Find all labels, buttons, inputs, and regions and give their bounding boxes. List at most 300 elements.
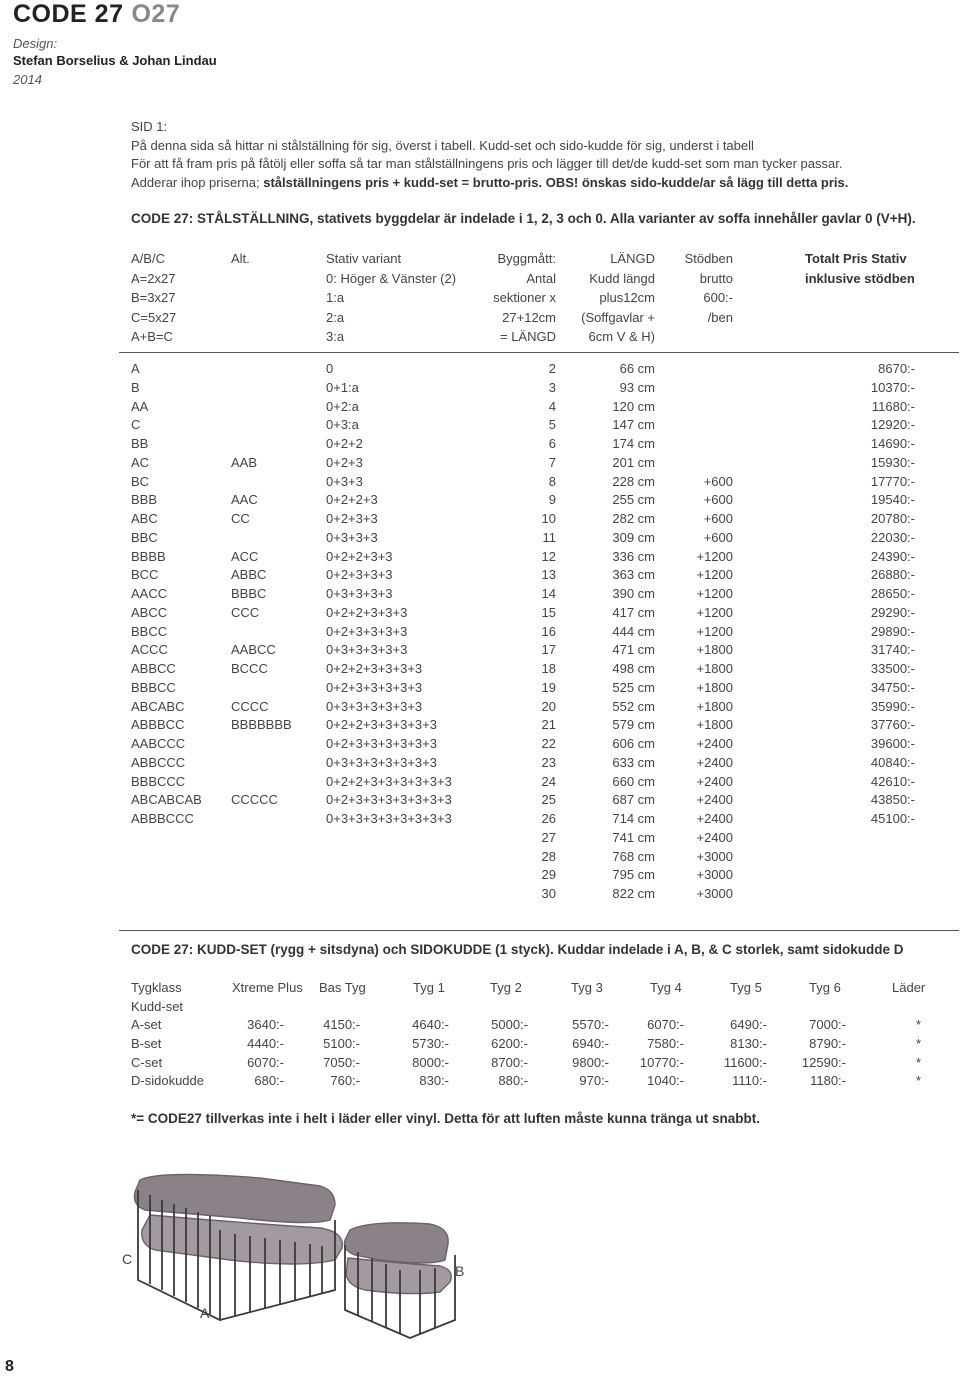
column-byggmatt-cell: 3	[548, 379, 556, 395]
column-alt-cell: AABCC	[231, 642, 276, 658]
column-alt-cell: CCCC	[231, 698, 269, 714]
kudd-price-cell: 11600:-	[723, 1054, 767, 1070]
kudd-price-cell: 7580:-	[647, 1036, 684, 1052]
designers: Stefan Borselius & Johan Lindau	[13, 53, 217, 68]
title-main: CODE 27	[13, 0, 124, 28]
column-stodben-cell: +600	[703, 492, 733, 508]
column-totalt-cell: 39600:-	[870, 736, 915, 751]
kudd-col-header: Tyg 6	[809, 980, 841, 995]
header-combo-cell: C=5x27	[131, 309, 177, 325]
illustration-label-a: A	[200, 1305, 210, 1321]
kudd-price-cell: 9800:-	[572, 1054, 609, 1070]
column-byggmatt-cell: 15	[541, 604, 556, 620]
column-stativ-cell: 0+2+3+3+3+3+3+3	[326, 736, 437, 751]
column-combo-cell: BBBB	[131, 548, 166, 564]
kudd-price-cell: 1040:-	[647, 1073, 684, 1089]
column-stativ-cell: 0+3+3+3+3+3	[326, 642, 408, 658]
column-combo-cell: A	[131, 361, 140, 376]
column-combo-cell: ABC	[131, 511, 158, 526]
column-langd-cell: 336 cm	[612, 548, 655, 564]
header-stativ	[326, 249, 456, 347]
column-combo-cell: BBCC	[131, 623, 168, 639]
column-stodben-cell: +2400	[696, 754, 733, 770]
header-byggmatt	[470, 249, 556, 347]
kudd-price-cell: 5100:-	[323, 1036, 360, 1052]
page-number: 8	[5, 1358, 14, 1375]
kudd-col-header: Tyg 1	[413, 980, 445, 995]
header-stodben-cell: brutto	[699, 270, 733, 286]
column-stodben-cell	[670, 398, 733, 417]
column-stativ-cell: 0+1:a	[326, 379, 359, 395]
column-alt-cell	[231, 754, 292, 773]
kudd-col-header: Läder	[892, 980, 926, 995]
kudd-price-cell: 970:-	[579, 1073, 609, 1089]
column-alt-cell: AAB	[231, 454, 258, 470]
column-combo-cell: AC	[131, 454, 150, 470]
column-stativ-cell: 0+2+2+3+3+3+3+3+3	[326, 773, 452, 789]
column-langd-cell: 741 cm	[612, 829, 655, 845]
column-langd-cell: 687 cm	[612, 792, 655, 808]
column-combo-cell: ABBCCC	[131, 754, 186, 770]
column-combo-cell: AA	[131, 398, 149, 414]
column-stodben-cell: +1800	[696, 679, 733, 695]
column-totalt-cell: 12920:-	[870, 417, 915, 433]
column-langd-cell: 363 cm	[612, 567, 655, 583]
column-byggmatt-cell: 24	[541, 773, 556, 789]
header-langd-cell: LÄNGD	[610, 251, 655, 266]
column-alt-cell	[231, 679, 292, 698]
column-alt-cell: BCCC	[231, 661, 268, 676]
header-langd	[560, 249, 655, 347]
column-totalt-cell: 20780:-	[870, 511, 915, 526]
column-stativ-cell: 0+2:a	[326, 398, 359, 414]
header-stodben-cell: /ben	[707, 309, 733, 325]
column-stodben-cell: +1800	[696, 642, 733, 658]
column-stodben-cell: +600	[703, 473, 733, 489]
header-stativ-cell: Stativ variant	[326, 251, 402, 266]
column-alt-cell	[231, 810, 292, 829]
illustration-label-b: B	[455, 1263, 465, 1279]
header-byggmatt-cell: 27+12cm	[502, 309, 556, 325]
kudd-price-cell: 8130:-	[730, 1036, 767, 1052]
column-langd-cell: 795 cm	[612, 867, 655, 883]
kudd-price-cell: 1180:-	[810, 1073, 846, 1089]
column-stodben-cell: +1200	[696, 604, 733, 620]
column-stativ-cell: 0+3+3+3+3+3+3+3	[326, 754, 437, 770]
intro-line-2: På denna sida så hittar ni stålställning för sig, överst i tabell. Kudd-set och sido-kudde för sig, underst i tabell	[131, 137, 754, 153]
column-combo-cell: ABBBCC	[131, 717, 185, 733]
column-alt-cell	[231, 735, 292, 754]
header-stativ-cell: 0: Höger & Vänster (2)	[326, 270, 457, 286]
column-stativ-cell: 0	[326, 361, 334, 376]
column-byggmatt-cell: 10	[541, 511, 556, 526]
header-langd-cell: 6cm V & H)	[588, 329, 655, 344]
column-stodben-cell: +2400	[696, 792, 733, 808]
column-totalt-cell: 10370:-	[870, 379, 915, 395]
kudd-price-cell: 3640:-	[247, 1017, 284, 1033]
column-stodben-cell	[670, 454, 733, 473]
column-langd-cell: 255 cm	[612, 492, 655, 508]
section-divider	[119, 930, 959, 931]
column-totalt-cell: 34750:-	[870, 679, 915, 695]
column-totalt-cell: 40840:-	[870, 754, 915, 770]
header-stodben-cell: Stödben	[684, 251, 733, 266]
kudd-price-cell: 8700:-	[491, 1054, 528, 1070]
column-stativ-cell: 0+2+2+3	[326, 492, 378, 508]
kudd-price-cell: 12590:-	[801, 1054, 846, 1070]
header-combo-cell: A+B=C	[131, 329, 173, 344]
kudd-price-cell: 6940:-	[572, 1036, 609, 1052]
intro-text	[131, 118, 848, 192]
intro-line-4-normal: Adderar ihop priserna;	[131, 174, 264, 190]
column-alt	[231, 360, 292, 829]
header-alt	[231, 249, 250, 269]
design-label: Design:	[13, 36, 58, 51]
year: 2014	[13, 72, 42, 87]
column-stodben-cell	[670, 379, 733, 398]
column-combo-cell: BBC	[131, 529, 158, 545]
column-stativ-cell: 0+2+3+3+3+3	[326, 623, 408, 639]
column-langd-cell: 525 cm	[612, 679, 655, 695]
header-byggmatt-cell: = LÄNGD	[500, 329, 556, 344]
page-title	[13, 0, 180, 29]
column-langd-cell: 228 cm	[612, 473, 655, 489]
sofa-illustration	[110, 1160, 470, 1360]
column-langd-cell: 174 cm	[612, 436, 655, 451]
column-byggmatt-cell: 25	[541, 792, 556, 808]
header-langd-cell: plus12cm	[599, 290, 655, 305]
column-totalt-cell: 19540:-	[870, 492, 915, 508]
column-byggmatt-cell: 7	[548, 454, 556, 470]
column-stodben-cell: +1800	[696, 698, 733, 714]
kudd-price-cell: 7050:-	[323, 1054, 360, 1070]
intro-line-1: SID 1:	[131, 119, 168, 134]
column-alt-cell	[231, 398, 292, 417]
column-langd-cell: 201 cm	[612, 454, 655, 470]
column-byggmatt-cell: 21	[541, 717, 556, 733]
column-combo-cell: BB	[131, 436, 149, 451]
column-stodben-cell	[670, 416, 733, 435]
intro-line-4	[131, 174, 848, 193]
column-totalt-cell: 29290:-	[870, 604, 915, 620]
column-byggmatt-cell: 27	[541, 829, 556, 845]
kudd-price-cell: 4640:-	[412, 1017, 449, 1033]
column-stativ-cell: 0+3:a	[326, 417, 359, 433]
column-combo-cell: B	[131, 379, 140, 395]
column-stodben-cell: +1800	[696, 717, 733, 733]
column-langd-cell: 822 cm	[612, 886, 655, 901]
header-divider	[119, 352, 959, 353]
column-combo-cell: ABBBCCC	[131, 811, 194, 826]
footnote: *= CODE27 tillverkas inte i helt i läder eller vinyl. Detta för att luften måste kunna tränga ut snabbt.	[131, 1111, 761, 1126]
column-langd-cell: 120 cm	[612, 398, 655, 414]
intro-line-3: För att få fram pris på fåtölj eller soffa så tar man stålställningens pris och lägger till det/de kudd-set som man tycker passar.	[131, 156, 843, 171]
column-byggmatt-cell: 9	[548, 492, 556, 508]
column-stodben-cell	[670, 360, 733, 379]
header-combo-cell: A/B/C	[131, 251, 165, 266]
column-totalt-cell: 8670:-	[878, 361, 915, 376]
column-alt-cell: ACC	[231, 548, 259, 564]
column-byggmatt-cell: 19	[541, 679, 556, 695]
column-stativ-cell: 0+3+3+3+3+3+3+3+3	[326, 811, 452, 826]
column-stodben-cell: +2400	[696, 829, 733, 845]
column-byggmatt-cell: 4	[548, 398, 556, 414]
column-stativ-cell: 0+2+2	[326, 436, 363, 451]
column-totalt-cell: 14690:-	[870, 436, 915, 451]
kudd-price-cell: 8790:-	[809, 1036, 846, 1052]
column-byggmatt-cell: 2	[548, 361, 556, 376]
kudd-row-label: B-set	[131, 1036, 162, 1052]
column-langd-cell: 579 cm	[612, 717, 655, 733]
column-langd-cell: 390 cm	[612, 586, 655, 601]
column-byggmatt-cell: 11	[542, 529, 556, 545]
column-byggmatt-cell: 30	[541, 886, 556, 901]
column-combo-cell: ABCABCAB	[131, 792, 202, 808]
kudd-price-cell: 6070:-	[247, 1054, 284, 1070]
header-alt-cell: Alt.	[231, 251, 250, 266]
column-stodben-cell: +2400	[696, 811, 733, 826]
header-totalt-cell: inklusive stödben	[805, 270, 915, 286]
column-byggmatt-cell: 23	[541, 754, 556, 770]
header-totalt-cell: Totalt Pris Stativ	[805, 251, 907, 266]
column-combo-cell: BBBCC	[131, 679, 176, 695]
column-combo-cell: BCC	[131, 567, 159, 583]
column-totalt-cell: 28650:-	[870, 586, 915, 601]
column-totalt-cell: 11680:-	[871, 398, 915, 414]
column-langd-cell: 633 cm	[612, 754, 655, 770]
kudd-price-cell: 880:-	[498, 1073, 528, 1089]
header-totalt	[805, 249, 915, 288]
column-stodben-cell: +600	[703, 511, 733, 526]
column-alt-cell: CC	[231, 511, 250, 526]
column-langd-cell: 552 cm	[612, 698, 655, 714]
column-stodben-cell: +1800	[696, 661, 733, 676]
column-combo-cell: AACC	[131, 586, 168, 601]
kudd-col-header: Bas Tyg	[319, 980, 366, 995]
header-stodben-cell: 600:-	[703, 290, 733, 305]
column-stativ-cell: 0+3+3	[326, 473, 363, 489]
kudd-price-cell: 6200:-	[491, 1036, 528, 1052]
header-byggmatt-cell: Byggmått:	[497, 251, 556, 266]
column-combo-cell: BBBCCC	[131, 773, 186, 789]
kudd-price-cell: 7000:-	[809, 1017, 846, 1033]
kudd-col-header: Tyg 3	[571, 980, 603, 995]
kudd-price-cell: 4440:-	[247, 1036, 284, 1052]
column-byggmatt	[500, 360, 556, 904]
kudd-price-cell: 830:-	[419, 1073, 449, 1089]
column-byggmatt-cell: 6	[548, 436, 556, 451]
intro-line-4-obs: OBS!	[545, 174, 579, 190]
column-byggmatt-cell: 20	[541, 698, 556, 714]
header-stativ-cell: 2:a	[326, 309, 345, 325]
column-langd-cell: 309 cm	[612, 529, 655, 545]
column-byggmatt-cell: 22	[541, 736, 556, 751]
column-stativ-cell: 0+3+3+3	[326, 529, 378, 545]
column-stativ-cell: 0+2+3	[326, 454, 363, 470]
kudd-price-cell: 680:-	[254, 1073, 284, 1089]
column-byggmatt-cell: 14	[541, 586, 556, 601]
column-alt-cell	[231, 773, 292, 792]
column-alt-cell	[231, 379, 292, 398]
column-langd-cell: 282 cm	[612, 511, 655, 526]
column-alt-cell	[231, 360, 292, 379]
column-alt-cell	[231, 623, 292, 642]
column-byggmatt-cell: 16	[541, 623, 556, 639]
column-langd-cell: 66 cm	[619, 361, 655, 376]
column-totalt-cell: 37760:-	[870, 717, 915, 733]
kudd-price-cell: 6070:-	[647, 1017, 684, 1033]
illustration-label-c: C	[122, 1251, 133, 1267]
column-stodben-cell: +3000	[696, 886, 733, 901]
kudd-price-cell: 5000:-	[491, 1017, 528, 1033]
column-byggmatt-cell: 5	[548, 417, 556, 433]
column-totalt-cell: 26880:-	[870, 567, 915, 583]
column-combo-cell: ACCC	[131, 642, 168, 658]
column-byggmatt-cell: 12	[541, 548, 556, 564]
column-alt-cell	[231, 473, 292, 492]
column-stodben-cell: +3000	[696, 867, 733, 883]
column-alt-cell	[231, 416, 292, 435]
header-combo-cell: B=3x27	[131, 290, 176, 305]
column-combo-cell: ABCABC	[131, 698, 185, 714]
column-langd-cell: 93 cm	[619, 379, 655, 395]
kudd-heading: CODE 27: KUDD-SET (rygg + sitsdyna) och SIDOKUDDE (1 styck). Kuddar indelade i A, B, & C storlek, samt sidokudde D	[131, 942, 904, 957]
kudd-price-cell: 5570:-	[572, 1017, 609, 1033]
column-byggmatt-cell: 26	[541, 811, 556, 826]
kudd-row-label: D-sidokudde	[131, 1073, 204, 1089]
column-stativ-cell: 0+3+3+3+3	[326, 586, 393, 601]
column-stativ-cell: 0+2+2+3+3+3+3+3	[326, 717, 437, 733]
column-langd-cell: 147 cm	[612, 417, 655, 433]
column-stativ	[326, 360, 452, 829]
column-alt-cell: BBBBBBB	[231, 717, 292, 733]
column-langd-cell: 606 cm	[612, 736, 655, 751]
column-alt-cell: AAC	[231, 492, 258, 508]
header-langd-cell: Kudd längd	[589, 270, 655, 286]
kudd-price-cell: 8000:-	[412, 1054, 449, 1070]
column-combo-cell: AABCCC	[131, 736, 186, 751]
column-stodben-cell: +1200	[696, 623, 733, 639]
column-langd-cell: 660 cm	[612, 773, 655, 789]
kudd-price-cell: *	[915, 1017, 921, 1033]
header-stodben	[670, 249, 733, 327]
kudd-col-header: Tygklass	[131, 980, 182, 995]
kudd-price-cell: 5730:-	[412, 1036, 449, 1052]
column-stativ-cell: 0+2+2+3+3	[326, 548, 393, 564]
column-stativ-cell: 0+2+3+3+3+3+3	[326, 679, 423, 695]
column-alt-cell: CCC	[231, 604, 260, 620]
column-byggmatt-cell: 17	[541, 642, 556, 658]
column-totalt-cell: 33500:-	[870, 661, 915, 676]
column-langd-cell: 444 cm	[612, 623, 655, 639]
column-langd-cell: 471 cm	[612, 642, 655, 658]
column-byggmatt-cell: 18	[541, 661, 556, 676]
column-alt-cell: BBBC	[231, 586, 267, 601]
kudd-row-label: A-set	[131, 1017, 162, 1033]
column-combo-cell: C	[131, 417, 141, 433]
column-stodben-cell: +2400	[696, 736, 733, 751]
header-combo	[131, 249, 176, 347]
stalstallning-heading: CODE 27: STÅLSTÄLLNING, stativets byggdelar är indelade i 1, 2, 3 och 0. Alla varianter av soffa innehåller gavlar 0 (V+H).	[131, 211, 916, 226]
column-totalt-cell: 31740:-	[870, 642, 915, 658]
column-combo-cell: BC	[131, 473, 150, 489]
kudd-price-cell: *	[915, 1036, 921, 1052]
intro-line-4-end: önskas sido-kudde/ar så lägg till detta pris.	[578, 174, 849, 190]
kudd-col-header: Tyg 2	[490, 980, 522, 995]
column-stodben-cell: +1200	[696, 567, 733, 583]
column-totalt-cell: 35990:-	[870, 698, 915, 714]
column-stativ-cell: 0+2+2+3+3+3	[326, 604, 408, 620]
header-byggmatt-cell: sektioner x	[493, 290, 556, 305]
column-stodben-cell: +2400	[696, 773, 733, 789]
column-langd-cell: 768 cm	[612, 848, 655, 864]
column-totalt-cell: 15930:-	[870, 454, 915, 470]
column-stativ-cell: 0+2+3+3+3+3+3+3+3	[326, 792, 452, 808]
header-langd-cell: (Soffgavlar +	[581, 309, 655, 325]
kudd-col-header: Xtreme Plus	[232, 980, 303, 995]
column-langd-cell: 498 cm	[612, 661, 655, 676]
kudd-price-cell: *	[915, 1054, 921, 1070]
column-alt-cell	[231, 529, 292, 548]
column-combo-cell: BBB	[131, 492, 158, 508]
column-totalt-cell: 29890:-	[870, 623, 915, 639]
column-stodben-cell: +600	[703, 529, 733, 545]
column-totalt-cell: 45100:-	[870, 811, 915, 826]
column-stodben-cell	[670, 435, 733, 454]
column-alt-cell	[231, 435, 292, 454]
column-stativ-cell: 0+2+2+3+3+3+3	[326, 661, 423, 676]
column-totalt-cell: 17770:-	[870, 473, 915, 489]
kudd-row-label: C-set	[131, 1054, 163, 1070]
column-alt-cell: ABBC	[231, 567, 267, 583]
column-langd	[580, 360, 655, 904]
column-combo-cell: ABBCC	[131, 661, 176, 676]
kudd-col-header: Tyg 5	[730, 980, 762, 995]
header-stativ-cell: 3:a	[326, 329, 345, 344]
column-stodben-cell: +1200	[696, 548, 733, 564]
column-stodben-cell: +3000	[696, 848, 733, 864]
column-stodben	[670, 360, 733, 904]
column-combo	[131, 360, 202, 829]
column-stodben-cell: +1200	[696, 586, 733, 601]
kudd-subheader: Kudd-set	[131, 998, 184, 1014]
column-byggmatt-cell: 28	[541, 848, 556, 864]
column-stativ-cell: 0+3+3+3+3+3+3	[326, 698, 423, 714]
column-byggmatt-cell: 13	[541, 567, 556, 583]
title-sub: O27	[131, 0, 181, 28]
kudd-price-cell: *	[915, 1073, 921, 1089]
kudd-price-cell: 10770:-	[639, 1054, 684, 1070]
column-totalt	[800, 360, 915, 829]
header-combo-cell: A=2x27	[131, 270, 176, 286]
column-stativ-cell: 0+2+3+3	[326, 511, 378, 526]
header-stativ-cell: 1:a	[326, 290, 345, 305]
column-totalt-cell: 42610:-	[870, 773, 915, 789]
kudd-price-cell: 4150:-	[323, 1017, 360, 1033]
kudd-price-cell: 6490:-	[730, 1017, 767, 1033]
header-byggmatt-cell: Antal	[526, 270, 556, 286]
kudd-price-cell: 1110:-	[732, 1073, 767, 1089]
column-totalt-cell: 43850:-	[870, 792, 915, 808]
column-totalt-cell: 24390:-	[870, 548, 915, 564]
column-langd-cell: 714 cm	[612, 811, 655, 826]
column-langd-cell: 417 cm	[612, 604, 655, 620]
column-totalt-cell: 22030:-	[870, 529, 915, 545]
column-alt-cell: CCCCC	[231, 792, 278, 808]
column-combo-cell: ABCC	[131, 604, 168, 620]
column-byggmatt-cell: 29	[541, 867, 556, 883]
kudd-price-cell: 760:-	[330, 1073, 360, 1089]
